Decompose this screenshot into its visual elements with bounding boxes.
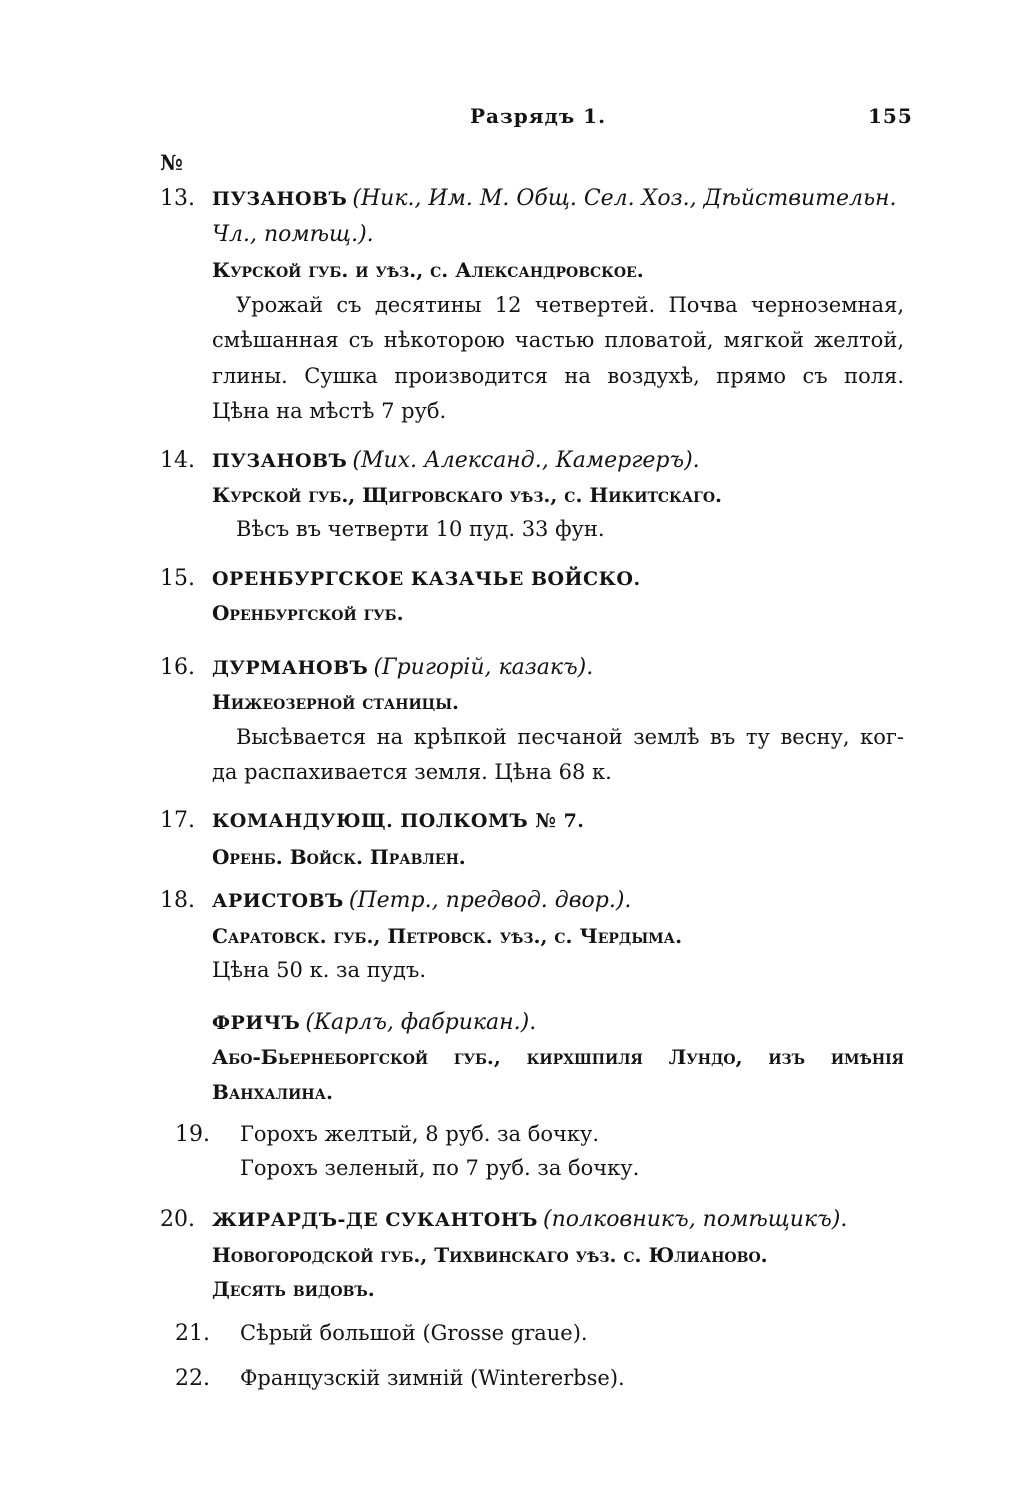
entry-number: 16. xyxy=(160,655,195,680)
exhibitor-name: ФРИЧЪ xyxy=(212,1012,301,1034)
entry-number: 13. xyxy=(160,186,195,211)
variety-line: Горохъ зеленый, по 7 руб. за бочку. xyxy=(240,1156,640,1180)
variety-line: Сѣрый большой (Grosse graue). xyxy=(240,1321,588,1345)
exhibitor-place: Саратовск. губ., Петровск. уѣз., с. Чердыма. xyxy=(212,924,683,948)
section-header: Разрядъ 1. xyxy=(470,104,607,128)
exhibitor-title: (полковникъ, помѣщикъ). xyxy=(543,1207,848,1232)
exhibitor-name: ЖИРАРДЪ-ДЕ СУКАНТОНЪ xyxy=(212,1209,538,1231)
exhibitor-place-cont: Ванхалина. xyxy=(212,1080,333,1104)
exhibitor-place: Нижеозерной станицы. xyxy=(212,690,459,714)
exhibitor-title: (Ник., Им. М. Общ. Сел. Хоз., Дѣйствительн. xyxy=(352,186,897,211)
page-number: 155 xyxy=(868,104,913,128)
variety-line: Французскій зимній (Wintererbse). xyxy=(240,1366,625,1390)
exhibitor-name: ПУЗАНОВЪ xyxy=(212,188,348,210)
description-line: Цѣна на мѣстѣ 7 руб. xyxy=(212,399,447,423)
description-line: Высѣвается на крѣпкой песчаной землѣ въ ту весну, ког- xyxy=(236,725,904,749)
entry-number: 21. xyxy=(175,1321,210,1346)
exhibitor-title: (Григорій, казакъ). xyxy=(373,655,594,680)
exhibitor-place: Оренб. Войск. Правлен. xyxy=(212,845,466,869)
exhibitor-name: ДУРМАНОВЪ xyxy=(212,657,369,679)
exhibitor-title-cont: Чл., помѣщ.). xyxy=(212,222,374,247)
exhibitor-title: (Карлъ, фабрикан.). xyxy=(305,1010,537,1035)
exhibitor-place: Оренбургской губ. xyxy=(212,601,404,625)
exhibitor-name: АРИСТОВЪ xyxy=(212,890,344,912)
number-sign: № xyxy=(160,150,183,175)
entry-number: 22. xyxy=(175,1366,210,1391)
entry-heading xyxy=(212,888,631,913)
entry-heading xyxy=(212,1207,847,1232)
entry-heading xyxy=(212,186,897,211)
description-line: Вѣсъ въ четверти 10 пуд. 33 фун. xyxy=(236,517,605,541)
entry-number: 17. xyxy=(160,808,195,833)
entry-number: 20. xyxy=(160,1207,195,1232)
variety-line: Горохъ желтый, 8 руб. за бочку. xyxy=(240,1122,600,1146)
entry-heading xyxy=(212,1010,536,1035)
description-line: Цѣна 50 к. за пудъ. xyxy=(212,958,427,982)
description-line: да распахивается земля. Цѣна 68 к. xyxy=(212,760,612,784)
description-line: Десять видовъ. xyxy=(212,1277,375,1301)
entry-number: 18. xyxy=(160,888,195,913)
exhibitor-title: (Мих. Александ., Камергеръ). xyxy=(352,448,700,473)
entry-number: 19. xyxy=(175,1122,210,1147)
exhibitor-name: ПУЗАНОВЪ xyxy=(212,450,348,472)
entry-number: 14. xyxy=(160,448,195,473)
exhibitor-place: Або-Бьернеборгской губ., кирхшпиля Лундо, изъ имѣнія xyxy=(212,1045,904,1069)
entry-heading xyxy=(212,655,593,680)
exhibitor-place: Новогородской губ., Тихвинскаго уѣз. с. Юлианово. xyxy=(212,1243,768,1267)
exhibitor-place: Курской губ., Щигровскаго уѣз., с. Никитскаго. xyxy=(212,483,722,507)
exhibitor-title: (Петр., предвод. двор.). xyxy=(348,888,632,913)
description-line: смѣшанная съ нѣкоторою частью пловатой, мягкой желтой, xyxy=(212,328,904,352)
description-line: глины. Сушка производится на воздухѣ, прямо съ поля. xyxy=(212,364,904,388)
exhibitor-place: Курской губ. и уѣз., с. Александровское. xyxy=(212,258,644,282)
description-line: Урожай съ десятины 12 четвертей. Почва черноземная, xyxy=(236,293,904,317)
entry-number: 15. xyxy=(160,566,195,591)
exhibitor-name: ОРЕНБУРГСКОЕ КАЗАЧЬЕ ВОЙСКО. xyxy=(212,568,641,590)
entry-heading xyxy=(212,448,700,473)
exhibitor-name: КОМАНДУЮЩ. ПОЛКОМЪ № 7. xyxy=(212,810,585,832)
